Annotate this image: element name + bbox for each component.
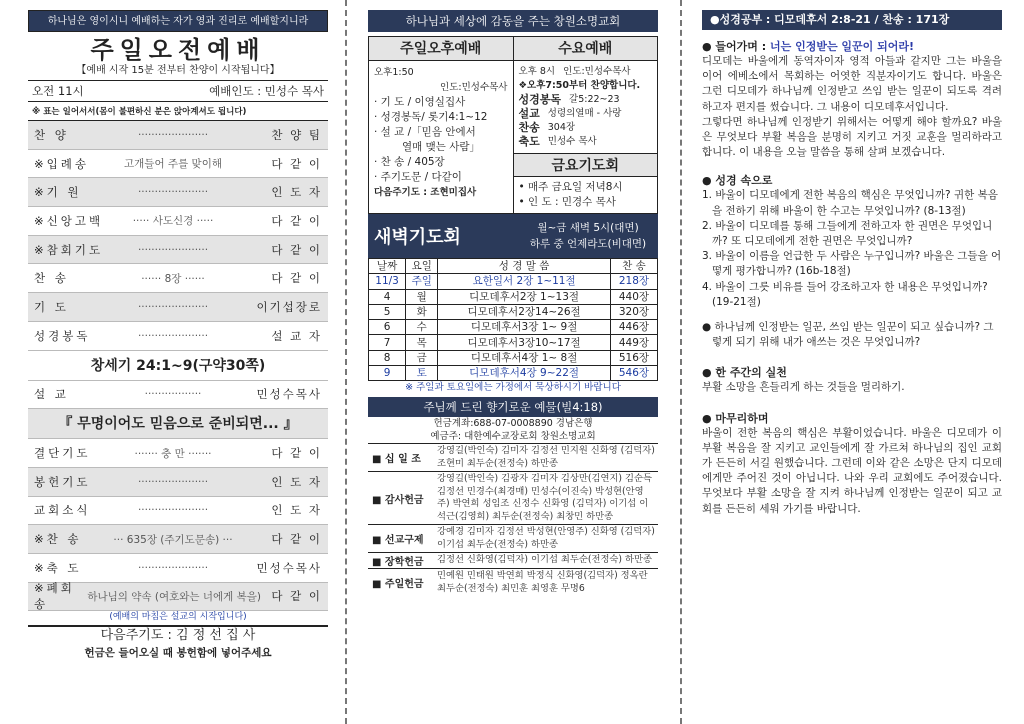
practice-text: 부활 소망을 흔들리게 하는 것들을 멀리하기.: [702, 381, 905, 394]
questions-heading: ● 성경 속으로: [702, 174, 773, 188]
order-item-person: 다 같 이: [271, 213, 322, 228]
order-item-middle: ·····················: [137, 300, 209, 313]
wednesday-details: [514, 61, 658, 153]
study-question: 3. 바울이 이름을 언급한 두 사람은 누구입니까? 바울은 그들을 어떻게 평가합니까? (16b-18절): [702, 250, 1002, 278]
table-cell: 요한일서 2장 1~11절: [438, 274, 611, 289]
wed-row-value: 민성수 목사: [547, 136, 597, 147]
dawn-prayer-banner: [368, 214, 658, 258]
order-of-worship-after: [28, 439, 328, 611]
order-item-middle: ·····················: [137, 243, 209, 256]
order-item-person: 이기섭장로: [256, 299, 322, 314]
closing-note: (예배의 마침은 설교의 시작입니다): [109, 612, 247, 623]
dawn-times: [518, 220, 658, 252]
table-cell: 디모데후서2장 1~13절: [438, 289, 611, 304]
order-item-person: 민성수목사: [256, 387, 322, 402]
pm-item: · 설 교 /「믿음 안에서: [374, 126, 476, 138]
intro-heading: [702, 38, 1002, 54]
table-row: [369, 320, 658, 335]
table-cell: 320장: [610, 304, 657, 319]
order-item-middle: 하나님의 약속 (여호와는 너에게 복을): [87, 590, 262, 603]
verse-banner: 하나님은 영이시니 예배하는 자가 영과 진리로 예배할지니라: [28, 10, 328, 32]
column-divider: [345, 0, 347, 724]
fri-item: • 매주 금요일 저녁8시: [518, 181, 623, 193]
order-item-label: ※찬 송: [34, 532, 82, 547]
pm-item: · 주기도문 / 다같이: [374, 171, 462, 183]
table-row: [369, 274, 658, 289]
order-item-middle: ····· 사도신경 ·····: [132, 215, 214, 228]
footer: [28, 625, 328, 661]
account-holder: 예금주: 대한예수교장로회 창원소명교회: [430, 431, 596, 443]
order-item-middle: ·····················: [137, 475, 209, 488]
wed-row: [519, 93, 653, 107]
wed-row-value: 304장: [547, 122, 576, 133]
wed-leader: 인도:민성수목사: [563, 66, 631, 77]
wednesday-title: 수요예배: [514, 37, 658, 61]
dawn-time-1: 월~금 새벽 5시(대면): [537, 222, 639, 234]
offering-note: 헌금은 들어오실 때 봉헌함에 넣어주세요: [84, 647, 272, 660]
intro-label: ● 들어가며 :: [702, 40, 770, 53]
wed-row-value: 성령의열매 - 사랑: [547, 108, 622, 119]
order-row: [28, 264, 328, 293]
offering-row: [368, 568, 658, 596]
order-item-label: 기 도: [34, 299, 69, 314]
order-item-label: ※참회기도: [34, 242, 104, 257]
table-cell: 6: [369, 320, 406, 335]
offering-row: [368, 524, 658, 552]
order-item-person: 찬 양 팀: [271, 127, 322, 142]
wed-row: [519, 135, 653, 149]
column-header: 성 경 말 씀: [438, 259, 611, 274]
order-item-person: 인 도 자: [271, 185, 322, 200]
order-row: [28, 121, 328, 150]
bible-study-column: [702, 10, 1002, 517]
table-cell: 546장: [610, 366, 657, 381]
order-item-middle: ·················: [144, 388, 202, 401]
pm-next-leader: 다음주기도 : 조현미집사: [374, 187, 477, 198]
wed-rows: [519, 93, 653, 149]
intro-paragraph: 그렇다면 하나님께 인정받기 위해서는 어떻게 해야 할까요? 바울은 무엇보다 부활 복음을 분명히 지키고 거짓 교훈을 멀리하라고 합니다. 이 내용을 오늘 말씀을 통해 살펴 보겠습니다.: [702, 115, 1002, 159]
study-banner: ●성경공부 : 디모데후서 2:8-21 / 찬송 : 171장: [702, 10, 1002, 30]
wed-row-value: 갈5:22~23: [569, 94, 620, 105]
order-row: [28, 178, 328, 207]
table-cell: 5: [369, 304, 406, 319]
order-row: [28, 497, 328, 526]
order-item-label: 봉헌기도: [34, 474, 91, 489]
offering-type: ■ 감사헌금: [372, 494, 424, 506]
table-row: [369, 350, 658, 365]
offering-row: [368, 552, 658, 568]
order-item-middle: ·····················: [137, 186, 209, 199]
closing-text: 바울이 전한 복음의 핵심은 부활이었습니다. 바울은 디모데가 이 부활 복음을 잘 지키고 교인들에게 잘 가르쳐 하나님의 집인 교회가 든든히 서길 원했습니다. 그런데 이와 같은 소망은 단지 디모데에게만 주어진 것이 아닙니다. 나와 우리 교회에도 주어졌습니다. 무엇보다 부활 소망을 잘 지켜 하나님께 인정받는 일꾼이 되고 교회를 든든히 세워 가기를 바랍니다.: [702, 426, 1002, 515]
offering-names: 강영길(박인숙) 김미자 김정선 민지원 신화영 (김덕자) 조현미 최두순(전정숙) 하만종: [437, 445, 655, 469]
order-item-label: ※기 원: [34, 185, 82, 200]
sermon-title: 『 무명이어도 믿음으로 준비되면... 』: [28, 409, 328, 439]
next-prayer-leader: 다음주기도 : 김 정 선 집 사: [100, 628, 256, 644]
order-item-label: ※축 도: [34, 560, 82, 575]
fri-item: • 인 도 : 민경수 목사: [518, 196, 616, 208]
practice-heading: ● 한 주간의 실천: [702, 366, 787, 380]
table-cell: 디모데후서3장 1~ 9절: [438, 320, 611, 335]
order-item-label: 교회소식: [34, 503, 91, 518]
offering-list: [368, 443, 658, 596]
table-row: [369, 335, 658, 350]
standing-note: ※ 표는 일어서서(몸이 불편하신 분은 앉아계셔도 됩니다): [28, 102, 328, 121]
pm-item: · 성경봉독/ 롯기4:1~12: [374, 111, 488, 123]
order-item-person: 다 같 이: [271, 242, 322, 257]
wed-praise: ❖오후7:50부터 찬양합니다.: [518, 80, 641, 91]
order-row: [28, 293, 328, 322]
table-cell: 11/3: [369, 274, 406, 289]
schedule-table: [368, 258, 658, 381]
friday-title: 금요기도회: [514, 153, 658, 177]
offering-row: [368, 471, 658, 524]
table-cell: 8: [369, 350, 406, 365]
table-cell: 디모데후서3장10~17절: [438, 335, 611, 350]
church-banner: 하나님과 세상에 감동을 주는 창원소명교회: [368, 10, 658, 32]
order-item-label: 설 교: [34, 387, 69, 402]
table-cell: 주일: [406, 274, 438, 289]
table-cell: 토: [406, 366, 438, 381]
pm-time: 오후1:50: [374, 67, 414, 78]
table-cell: 440장: [610, 289, 657, 304]
table-cell: 디모데후서4장 1~ 8절: [438, 350, 611, 365]
table-cell: 디모데후서2장14~26절: [438, 304, 611, 319]
wed-row-label: 설교: [518, 107, 540, 120]
service-time: 오전 11시: [32, 84, 84, 98]
order-row: [28, 468, 328, 497]
order-row: [28, 554, 328, 583]
offering-row: [368, 443, 658, 471]
pm-item: · 찬 송 / 405장: [374, 156, 445, 168]
offering-names: 김정선 신화영(김덕자) 이기섭 최두순(전정숙) 하만종: [437, 554, 652, 566]
study-question: 2. 바울이 디모데를 통해 그들에게 전하고자 한 권면은 무엇입니까? 또 디모데에게 전한 권면은 무엇입니까?: [702, 219, 993, 248]
intro-paragraph: 디모데는 바울에게 동역자이자 영적 아들과 같지만 그는 바울을 이어 에베소에서 목회하는 어엿한 직분자이기도 합니다. 바울은 그런 디모데가 하나님께 인정받고 쓰임 받는 일꾼이 되도록 격려하고자 편지를 썼습니다. 그 내용이 디모데후서입니다.: [702, 55, 1002, 113]
order-item-middle: ······ 8장 ······: [141, 272, 205, 285]
table-cell: 516장: [610, 350, 657, 365]
order-item-middle: ·····················: [137, 128, 209, 141]
closing-heading: ● 마무리하며: [702, 411, 769, 425]
table-cell: 4: [369, 289, 406, 304]
wed-row-label: 축도: [518, 135, 540, 148]
table-cell: 디모데후서4장 9~22절: [438, 366, 611, 381]
order-item-label: 찬 송: [34, 271, 69, 286]
services-column: [368, 10, 658, 596]
order-item-label: ※폐회송: [34, 581, 75, 612]
table-cell: 449장: [610, 335, 657, 350]
order-item-person: 다 같 이: [271, 446, 322, 461]
order-item-middle: ·····················: [137, 329, 209, 342]
offering-names: 강예경 김미자 김정선 박성현(안영주) 신화영 (김덕자) 이기섭 최두순(전정숙) 하만종: [437, 526, 655, 550]
order-item-label: ※입례송: [34, 156, 89, 171]
order-item-middle: 고개들어 주를 맞이해: [124, 158, 222, 171]
morning-service-column: [28, 10, 328, 661]
table-cell: 7: [369, 335, 406, 350]
order-item-label: 결단기도: [34, 446, 91, 461]
afternoon-details: [369, 61, 513, 204]
order-item-person: 다 같 이: [271, 532, 322, 547]
study-question: 1. 바울이 디모데에게 전한 복음의 핵심은 무엇입니까? 귀한 복음을 전하기 위해 바울이 한 수고는 무엇입니까? (8-13절): [702, 189, 998, 217]
offering-type: ■ 선교구제: [372, 535, 424, 547]
page-title: 주일오전예배: [90, 35, 266, 64]
order-item-label: 찬 양: [34, 127, 69, 142]
order-row: [28, 525, 328, 554]
table-cell: 금: [406, 350, 438, 365]
table-header: [369, 259, 658, 274]
order-item-label: 성경봉독: [34, 328, 91, 343]
pm-item: 열매 맺는 사람」: [402, 141, 481, 153]
column-header: 요일: [406, 259, 438, 274]
wed-row: [519, 107, 653, 121]
dawn-title: 새벽기도회: [374, 227, 461, 248]
order-of-worship: [28, 121, 328, 351]
order-item-person: 인 도 자: [271, 474, 322, 489]
service-time-row: [28, 80, 328, 102]
offering-names: 민예원 민태원 박연희 박정식 신화영(김덕자) 정옥란 최두순(전정숙) 최민훈 최영훈 무명6: [437, 570, 648, 594]
service-leader: 예배인도 : 민성수 목사: [209, 84, 324, 98]
schedule-note: ※ 주일과 토요일에는 가정에서 묵상하시기 바랍니다: [405, 382, 621, 394]
wednesday-service: [514, 37, 658, 213]
table-cell: 수: [406, 320, 438, 335]
table-cell: 화: [406, 304, 438, 319]
afternoon-title: 주일오후예배: [369, 37, 513, 61]
order-row: [28, 207, 328, 236]
order-item-label: ※신앙고백: [34, 213, 104, 228]
table-cell: 218장: [610, 274, 657, 289]
afternoon-service: [369, 37, 514, 213]
table-row: [369, 304, 658, 319]
order-item-middle: ······· 충 만 ·······: [134, 447, 212, 460]
intro-text: [702, 54, 1002, 160]
offering-type: ■ 장학헌금: [372, 557, 424, 569]
order-row: [28, 150, 328, 179]
order-item-person: 민성수목사: [256, 560, 322, 575]
offering-type: ■ 십 일 조: [372, 454, 421, 466]
wed-row-label: 찬송: [518, 121, 540, 134]
dawn-time-2: 하루 중 언제라도(비대면): [529, 238, 647, 250]
scripture-reading: 창세기 24:1~9(구약30쪽): [28, 351, 328, 381]
order-item-middle: ·····················: [137, 504, 209, 517]
friday-details: [514, 177, 658, 213]
service-boxes: [368, 36, 658, 214]
order-item-person: 인 도 자: [271, 503, 322, 518]
order-row: [28, 439, 328, 468]
intro-highlight: 너는 인정받는 일꾼이 되어라!: [770, 40, 915, 53]
offering-names: 강영길(박인숙) 김광자 김미자 김상만(김연지) 김순득 김정선 민경수(최경매) 민성수(이진숙) 박성현(안영주) 박연희 성임조 신정수 신화영 (김덕자) 이기섭 이석근(김영희) 최두순(전정숙) 최창민 하만종: [437, 473, 652, 522]
pm-leader: 인도:민성수목사: [440, 82, 508, 93]
order-item-person: 다 같 이: [271, 271, 322, 286]
wed-row-label: 성경봉독: [518, 93, 562, 106]
table-cell: 446장: [610, 320, 657, 335]
table-row: [369, 366, 658, 381]
order-item-person: 설 교 자: [271, 328, 322, 343]
order-row: [28, 236, 328, 265]
column-header: 찬 송: [610, 259, 657, 274]
order-item-middle: ·····················: [137, 561, 209, 574]
account-number: 헌금계좌:688-07-0008890 경남은행: [433, 418, 593, 430]
column-divider: [680, 0, 682, 724]
service-subtitle: 【예배 시작 15분 전부터 찬양이 시작됩니다】: [76, 65, 280, 76]
order-item-middle: ··· 635장 (주기도문송) ···: [113, 533, 233, 546]
table-cell: 목: [406, 335, 438, 350]
column-header: 날짜: [369, 259, 406, 274]
wed-time: 오후 8시: [518, 66, 556, 77]
order-row: [28, 322, 328, 351]
table-row: [369, 289, 658, 304]
order-item-person: 다 같 이: [271, 156, 322, 171]
table-cell: 9: [369, 366, 406, 381]
reflection-question: ● 하나님께 인정받는 일꾼, 쓰임 받는 일꾼이 되고 싶습니까? 그렇게 되기 위해 내가 애쓰는 것은 무엇입니까?: [702, 321, 994, 349]
study-question: 4. 바울이 그릇 비유를 들어 강조하고자 한 내용은 무엇입니까? (19-21절): [702, 280, 988, 308]
table-cell: 월: [406, 289, 438, 304]
order-item-person: 다 같 이: [271, 589, 322, 604]
pm-item: · 기 도 / 이영실집사: [374, 96, 466, 108]
sermon-row: [28, 381, 328, 410]
order-row: [28, 583, 328, 612]
offering-type: ■ 주일헌금: [372, 579, 424, 591]
wed-row: [519, 121, 653, 135]
offering-banner: 주님께 드린 향기로운 예물(빌4:18): [368, 397, 658, 417]
question-list: [702, 188, 1002, 310]
